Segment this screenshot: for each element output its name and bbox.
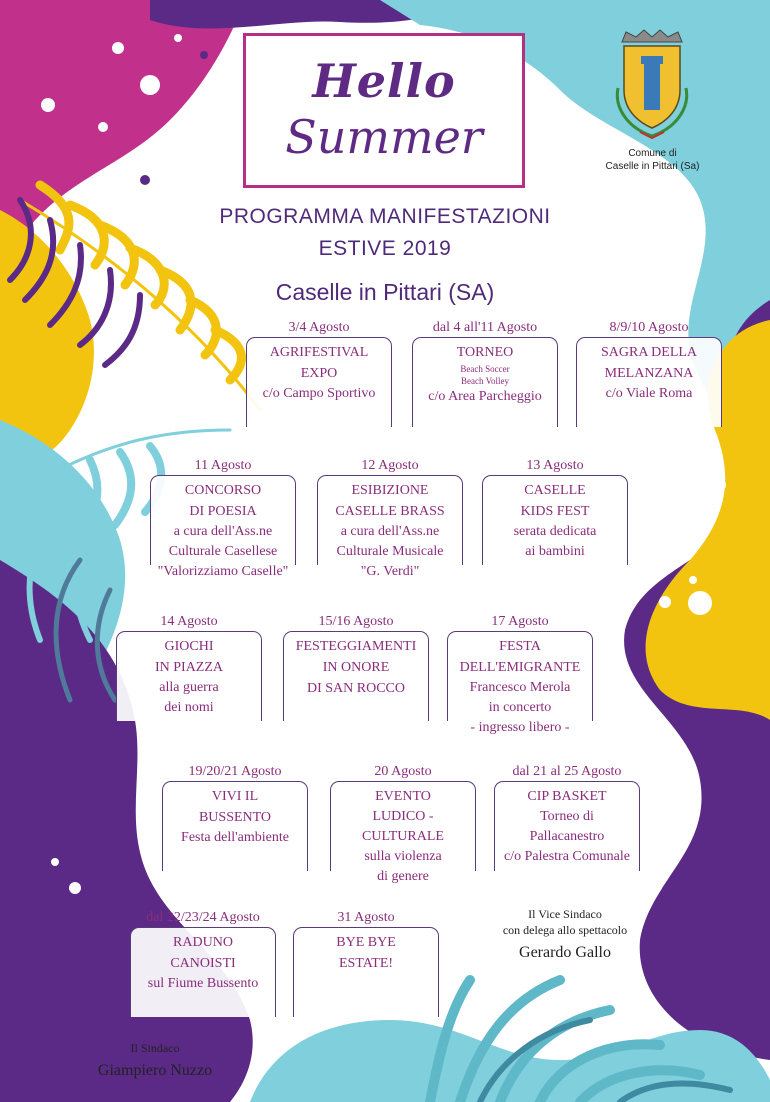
event-date: 12 Agosto bbox=[361, 458, 419, 473]
program-title-line2: ESTIVE 2019 bbox=[318, 237, 452, 260]
event-text-line: - ingresso libero - bbox=[470, 720, 570, 735]
mayor-signature bbox=[60, 1040, 250, 1082]
event-date: dal 4 all'11 Agosto bbox=[432, 320, 538, 335]
event-text-line: Torneo di bbox=[540, 809, 594, 824]
event-title-line: ESIBIZIONE bbox=[351, 483, 429, 498]
vice-name: Gerardo Gallo bbox=[519, 944, 611, 961]
event-text-line: "Valorizziamo Caselle" bbox=[157, 564, 289, 579]
event-content bbox=[130, 932, 276, 994]
event-title-line: CIP BASKET bbox=[527, 789, 607, 804]
event-date: 11 Agosto bbox=[194, 458, 252, 473]
event-text-line: Culturale Casellese bbox=[168, 544, 278, 559]
event-detail-line: Beach Soccer bbox=[460, 364, 510, 374]
event-text-line: c/o Area Parcheggio bbox=[428, 389, 542, 404]
event-content bbox=[150, 480, 296, 582]
event-text-line: c/o Campo Sportivo bbox=[262, 386, 376, 401]
crest-caption-line2: Caselle in Pittari (Sa) bbox=[605, 161, 700, 172]
event-date: dal 22/23/24 Agosto bbox=[146, 910, 260, 925]
event-content bbox=[494, 786, 640, 867]
event-text-line: sul Fiume Bussento bbox=[147, 976, 259, 991]
event-content bbox=[412, 342, 558, 407]
event-content bbox=[576, 342, 722, 404]
event-text-line: Culturale Musicale bbox=[336, 544, 444, 559]
event-text-line: sulla violenza bbox=[364, 849, 442, 864]
event-date: 31 Agosto bbox=[337, 910, 395, 925]
event-text-line: di genere bbox=[377, 869, 429, 884]
event-content bbox=[162, 786, 308, 848]
event-text-line: a cura dell'Ass.ne bbox=[340, 524, 440, 539]
event-content bbox=[283, 636, 429, 699]
crest-caption-line1: Comune di bbox=[628, 148, 677, 159]
event-text-line: Francesco Merola bbox=[469, 680, 571, 695]
event-text-line: c/o Viale Roma bbox=[605, 386, 693, 401]
event-text-line: dei nomi bbox=[164, 700, 214, 715]
event-text-line: in concerto bbox=[488, 700, 552, 715]
event-title-line: MELANZANA bbox=[604, 366, 694, 381]
vice-role-line1: Il Vice Sindaco bbox=[528, 907, 602, 921]
event-title-line: KIDS FEST bbox=[520, 504, 590, 519]
summer-text: Summer bbox=[285, 110, 483, 164]
event-title-line: CANOISTI bbox=[170, 956, 236, 971]
event-title-line: CASELLE BRASS bbox=[335, 504, 445, 519]
event-title-line: SAGRA DELLA bbox=[600, 345, 698, 360]
event-date: 15/16 Agosto bbox=[318, 614, 394, 629]
event-text-line: alla guerra bbox=[159, 680, 219, 695]
event-title-line: AGRIFESTIVAL bbox=[269, 345, 369, 360]
event-text-line: serata dedicata bbox=[513, 524, 597, 539]
event-title-line: DELL'EMIGRANTE bbox=[459, 660, 581, 675]
event-title-line: BYE BYE bbox=[336, 935, 396, 950]
event-title-line: GIOCHI bbox=[164, 639, 214, 654]
event-title-line: CASELLE bbox=[524, 483, 586, 498]
event-text-line: c/o Palestra Comunale bbox=[504, 849, 630, 864]
event-date: 14 Agosto bbox=[160, 614, 218, 629]
vice-mayor-signature bbox=[480, 906, 650, 964]
event-date: 3/4 Agosto bbox=[288, 320, 350, 335]
event-content bbox=[116, 636, 262, 718]
place-title: Caselle in Pittari (SA) bbox=[275, 279, 495, 305]
event-title-line: EXPO bbox=[300, 366, 338, 381]
event-content bbox=[317, 480, 463, 582]
event-content bbox=[293, 932, 439, 974]
event-content bbox=[447, 636, 593, 738]
event-text-line: a cura dell'Ass.ne bbox=[173, 524, 273, 539]
event-detail-line: Beach Volley bbox=[461, 376, 509, 386]
event-date: 20 Agosto bbox=[374, 764, 432, 779]
event-title-line: ESTATE! bbox=[338, 956, 394, 971]
mayor-role: Il Sindaco bbox=[130, 1041, 180, 1055]
event-content bbox=[330, 786, 476, 887]
mayor-name: Giampiero Nuzzo bbox=[97, 1062, 213, 1079]
event-title-line: IN ONORE bbox=[322, 660, 390, 675]
program-title-line1: PROGRAMMA MANIFESTAZIONI bbox=[219, 205, 551, 228]
event-content bbox=[246, 342, 392, 404]
hello-summer-frame bbox=[243, 33, 525, 188]
event-title-line: FESTEGGIAMENTI bbox=[295, 639, 417, 654]
event-date: 17 Agosto bbox=[491, 614, 549, 629]
event-title-line: EVENTO bbox=[375, 789, 431, 804]
municipal-crest-icon bbox=[610, 28, 694, 140]
event-title-line: RADUNO bbox=[173, 935, 233, 950]
crest-caption bbox=[590, 147, 715, 173]
event-title-line: DI SAN ROCCO bbox=[306, 681, 405, 696]
event-title-line: TORNEO bbox=[456, 345, 514, 360]
event-content bbox=[482, 480, 628, 562]
event-title-line: DI POESIA bbox=[189, 504, 257, 519]
event-date: dal 21 al 25 Agosto bbox=[512, 764, 622, 779]
event-date: 13 Agosto bbox=[526, 458, 584, 473]
event-text-line: ai bambini bbox=[525, 544, 585, 559]
event-title-line: FESTA bbox=[499, 639, 541, 654]
event-date: 19/20/21 Agosto bbox=[188, 764, 282, 779]
event-title-line: CONCORSO bbox=[184, 483, 262, 498]
event-text-line: "G. Verdi" bbox=[360, 564, 420, 579]
event-title-line: BUSSENTO bbox=[198, 810, 272, 825]
event-date: 8/9/10 Agosto bbox=[609, 320, 689, 335]
hello-text: Hello bbox=[312, 54, 456, 108]
vice-role-line2: con delega allo spettacolo bbox=[502, 923, 628, 937]
event-text-line: LUDICO - CULTURALE bbox=[362, 809, 444, 844]
event-title-line: IN PIAZZA bbox=[154, 660, 224, 675]
event-text-line: Pallacanestro bbox=[529, 829, 605, 844]
event-title-line: VIVI IL bbox=[211, 789, 259, 804]
event-text-line: Festa dell'ambiente bbox=[181, 830, 289, 845]
